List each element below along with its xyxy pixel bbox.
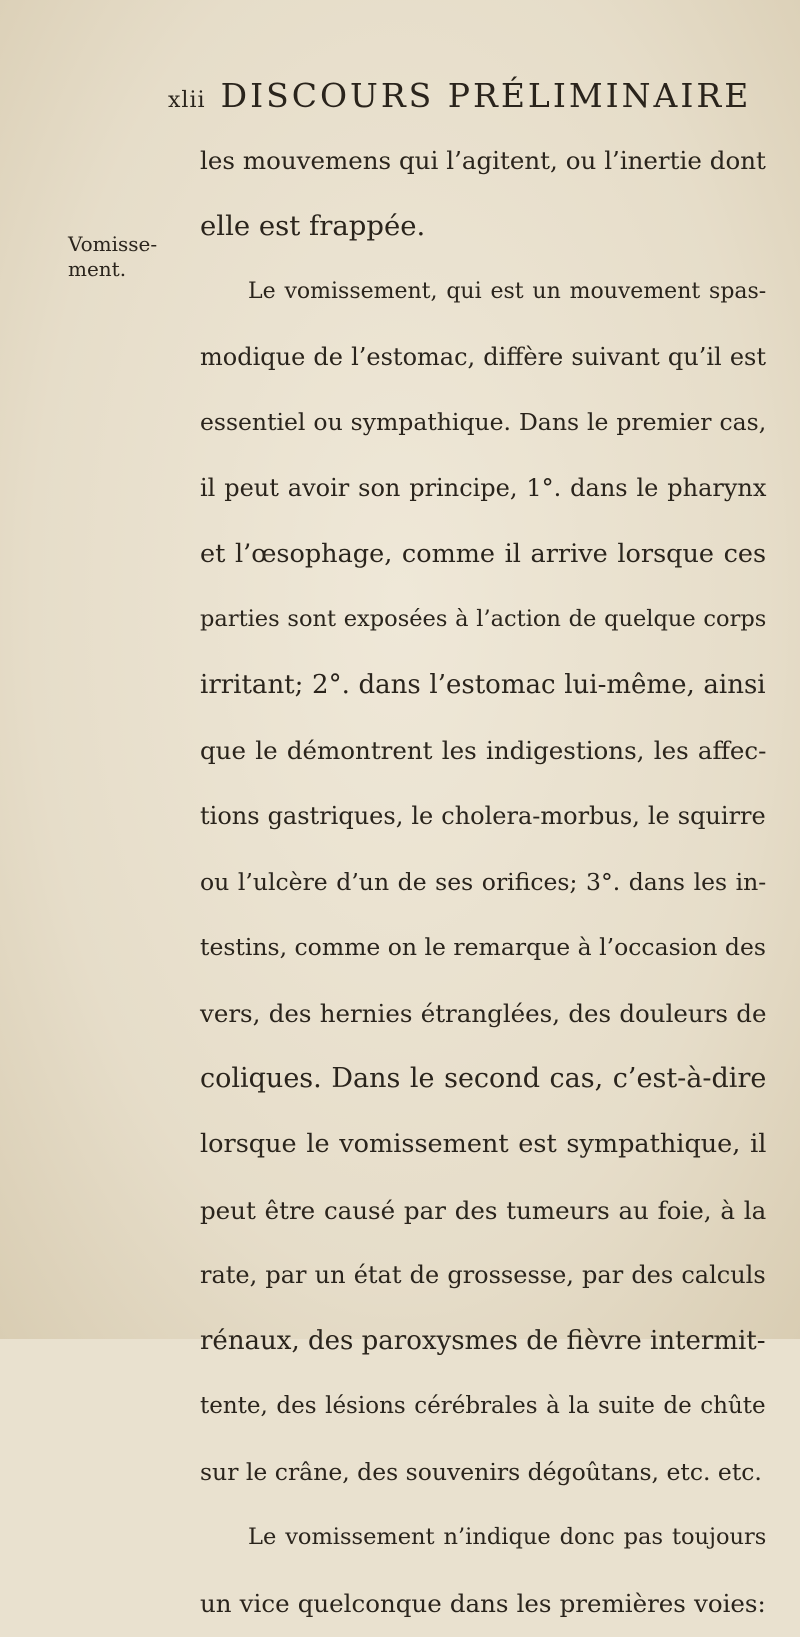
margin-note	[68, 232, 158, 282]
text-line-content: vers, des hernies étranglées, des douleurs de	[200, 998, 767, 1028]
text-line	[200, 1374, 766, 1440]
text-line	[200, 1112, 766, 1178]
text-line	[200, 1243, 766, 1309]
text-line-content: Le vomissement n’indique donc pas toujours	[248, 1524, 767, 1551]
text-line	[200, 653, 766, 719]
text-line	[200, 456, 766, 522]
text-line-content: ou l’ulcère d’un de ses orifices; 3°. dans les in-	[200, 867, 767, 896]
text-line-content: tions gastriques, le cholera-morbus, le squirre	[200, 801, 766, 830]
body-text	[200, 128, 766, 1637]
text-line-content: tente, des lésions cérébrales à la suite de chûte	[200, 1393, 766, 1420]
text-line-content: un vice quelconque dans les premières voies:	[200, 1589, 766, 1619]
text-line-content: les mouvemens qui l’agitent, ou l’inertie dont	[200, 146, 766, 175]
text-line-content: rénaux, des paroxysmes de fièvre intermit-	[200, 1325, 766, 1356]
text-line	[200, 587, 766, 653]
text-line-content: lorsque le vomissement est sympathique, il	[200, 1128, 767, 1159]
text-line-content: rate, par un état de grossesse, par des calculs	[200, 1261, 766, 1290]
text-line	[200, 1440, 766, 1506]
text-line-content: peut être causé par des tumeurs au foie, à la	[200, 1195, 767, 1225]
text-line	[200, 784, 766, 850]
text-line	[200, 522, 766, 588]
text-line-content: coliques. Dans le second cas, c’est-à-dire	[200, 1063, 767, 1095]
text-line-content: modique de l’estomac, diffère suivant qu’il est	[200, 342, 767, 371]
text-line	[200, 981, 766, 1047]
text-line	[200, 718, 766, 784]
text-line-content: Le vomissement, qui est un mouvement spas-	[248, 279, 767, 305]
text-line	[200, 194, 766, 260]
text-line-content: et l’œsophage, comme il arrive lorsque ces	[200, 538, 767, 569]
text-line	[200, 390, 766, 456]
margin-note-text: Vomisse- ment.	[68, 232, 158, 281]
text-line	[200, 259, 766, 325]
text-line	[200, 1571, 766, 1637]
text-line-content: irritant; 2°. dans l’estomac lui-même, ainsi	[200, 669, 766, 700]
text-line-content: essentiel ou sympathique. Dans le premier cas,	[200, 408, 767, 437]
text-line	[200, 1309, 766, 1375]
text-line-content: parties sont exposées à l’action de quelque corps	[200, 606, 767, 633]
page-number: xlii	[168, 88, 206, 113]
text-line	[200, 1178, 766, 1244]
text-line-content: testins, comme on le remarque à l’occasion des	[200, 933, 766, 962]
text-line-content: sur le crâne, des souvenirs dégoûtans, etc. etc.	[200, 1457, 762, 1486]
text-line	[200, 325, 766, 391]
page-header	[168, 76, 752, 128]
text-line-content: elle est frappée.	[200, 209, 426, 242]
text-line	[200, 1046, 766, 1112]
text-line	[200, 1505, 766, 1571]
text-line	[200, 915, 766, 981]
text-line	[200, 128, 766, 194]
text-line-content: que le démontrent les indigestions, les affec-	[200, 736, 767, 766]
text-line-content: il peut avoir son principe, 1°. dans le pharynx	[200, 473, 767, 502]
text-line	[200, 850, 766, 916]
running-title: DISCOURS PRÉLIMINAIRE	[220, 76, 752, 115]
